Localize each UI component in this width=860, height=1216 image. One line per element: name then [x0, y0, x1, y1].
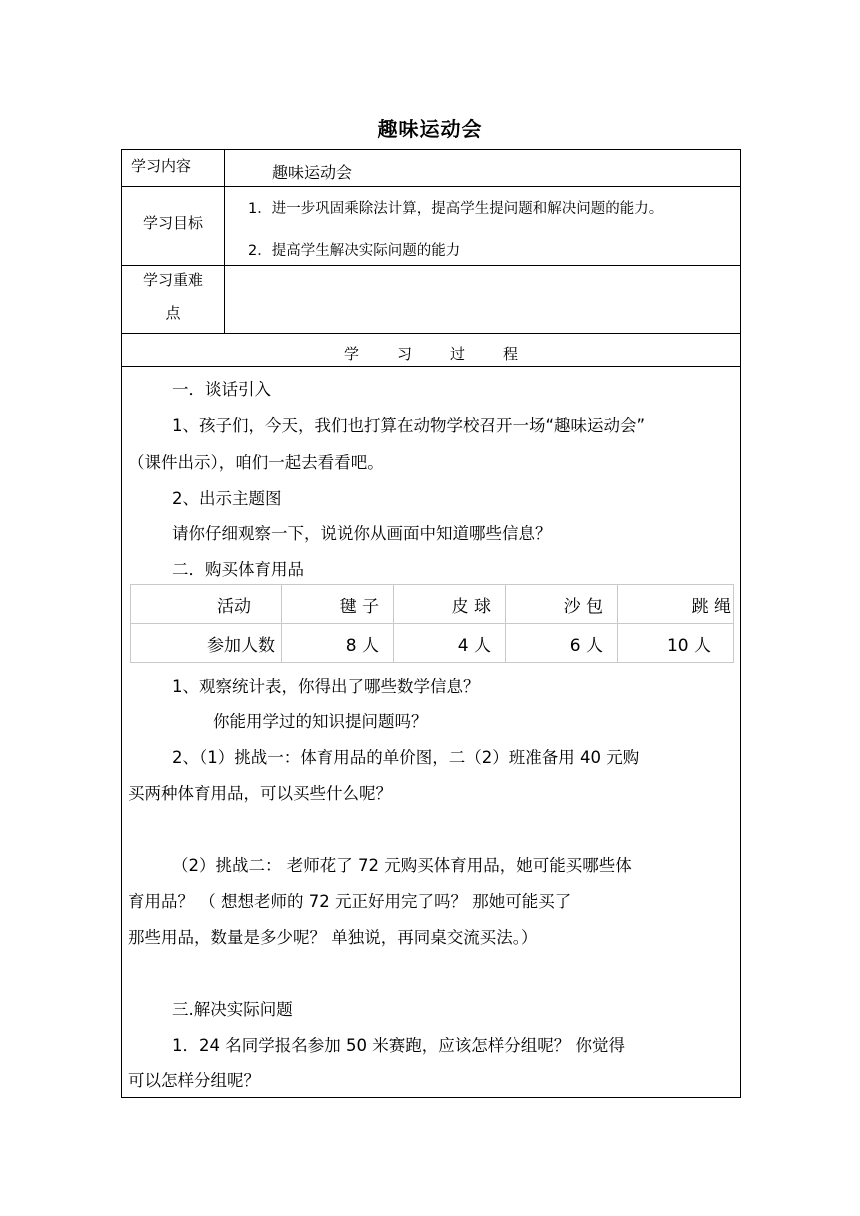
- goal-label: 学习目标: [142, 214, 203, 232]
- section-3-problem-1: 1．24 名同学报名参加 50 米赛跑，应该怎样分组呢？ 你觉得: [172, 1036, 625, 1055]
- content-value: 趣味运动会: [272, 163, 353, 182]
- section-1-question: 请你仔细观察一下，说说你从画面中知道哪些信息？: [172, 524, 552, 543]
- section-2-title: 二．购买体育用品: [172, 560, 304, 579]
- section-1-paragraph-cont: （课件出示），咱们一起去看看吧。: [128, 453, 384, 472]
- table-cell: 6 人: [506, 624, 618, 663]
- challenge-2-cont: 那些用品，数量是多少呢？ 单独说，再同桌交流买法。）: [128, 928, 538, 947]
- table-header-cell: 毽 子: [282, 585, 394, 624]
- difficulty-label-line1: 学习重难: [142, 271, 203, 289]
- challenge-1: 2、（1）挑战一：体育用品的单价图，二（2）班准备用 40 元购: [172, 748, 640, 767]
- table-header-cell: 活动: [131, 585, 282, 624]
- table-header-cell: 跳 绳: [618, 585, 734, 624]
- table-header-cell: 皮 球: [394, 585, 506, 624]
- section-1-item-2: 2、出示主题图: [172, 489, 282, 508]
- challenge-1-cont: 买两种体育用品，可以买些什么呢？: [128, 784, 392, 803]
- table-header-cell: 沙 包: [506, 585, 618, 624]
- section-2-question-1b: 你能用学过的知识提问题吗？: [213, 712, 428, 731]
- process-char: 学: [343, 345, 359, 363]
- label-column-divider: [224, 149, 225, 333]
- content-label: 学习内容: [131, 157, 192, 175]
- process-char: 过: [450, 345, 466, 363]
- row-divider: [121, 333, 741, 334]
- section-1-title: 一．谈话引入: [172, 380, 271, 399]
- goal-item-1: 1．进一步巩固乘除法计算，提高学生提问题和解决问题的能力。: [248, 201, 664, 217]
- section-3-title: 三.解决实际问题: [172, 1000, 293, 1019]
- process-char: 程: [503, 345, 519, 363]
- process-char: 习: [396, 345, 412, 363]
- section-1-paragraph: 1、孩子们，今天，我们也打算在动物学校召开一场“趣味运动会”: [172, 416, 646, 435]
- row-divider: [121, 186, 741, 187]
- challenge-2-cont: 育用品？ （ 想想老师的 72 元正好用完了吗？ 那她可能买了: [128, 892, 572, 911]
- table-row: [131, 624, 734, 663]
- section-3-problem-1-cont: 可以怎样分组呢？: [128, 1071, 260, 1090]
- row-divider: [121, 366, 741, 367]
- process-heading: [121, 343, 741, 364]
- table-cell: 8 人: [282, 624, 394, 663]
- table-header-row: [131, 585, 734, 624]
- row-divider: [121, 265, 741, 266]
- challenge-2: （2）挑战二： 老师花了 72 元购买体育用品，她可能买哪些体: [172, 856, 632, 875]
- table-row-label: 参加人数: [131, 624, 282, 663]
- participant-stat-table: [130, 584, 734, 663]
- section-2-question-1: 1、观察统计表，你得出了哪些数学信息？: [172, 677, 480, 696]
- table-cell: 4 人: [394, 624, 506, 663]
- goal-item-2: 2．提高学生解决实际问题的能力: [248, 243, 461, 259]
- document-title: 趣味运动会: [377, 117, 483, 141]
- table-cell: 10 人: [618, 624, 734, 663]
- difficulty-label-line2: 点: [165, 304, 181, 322]
